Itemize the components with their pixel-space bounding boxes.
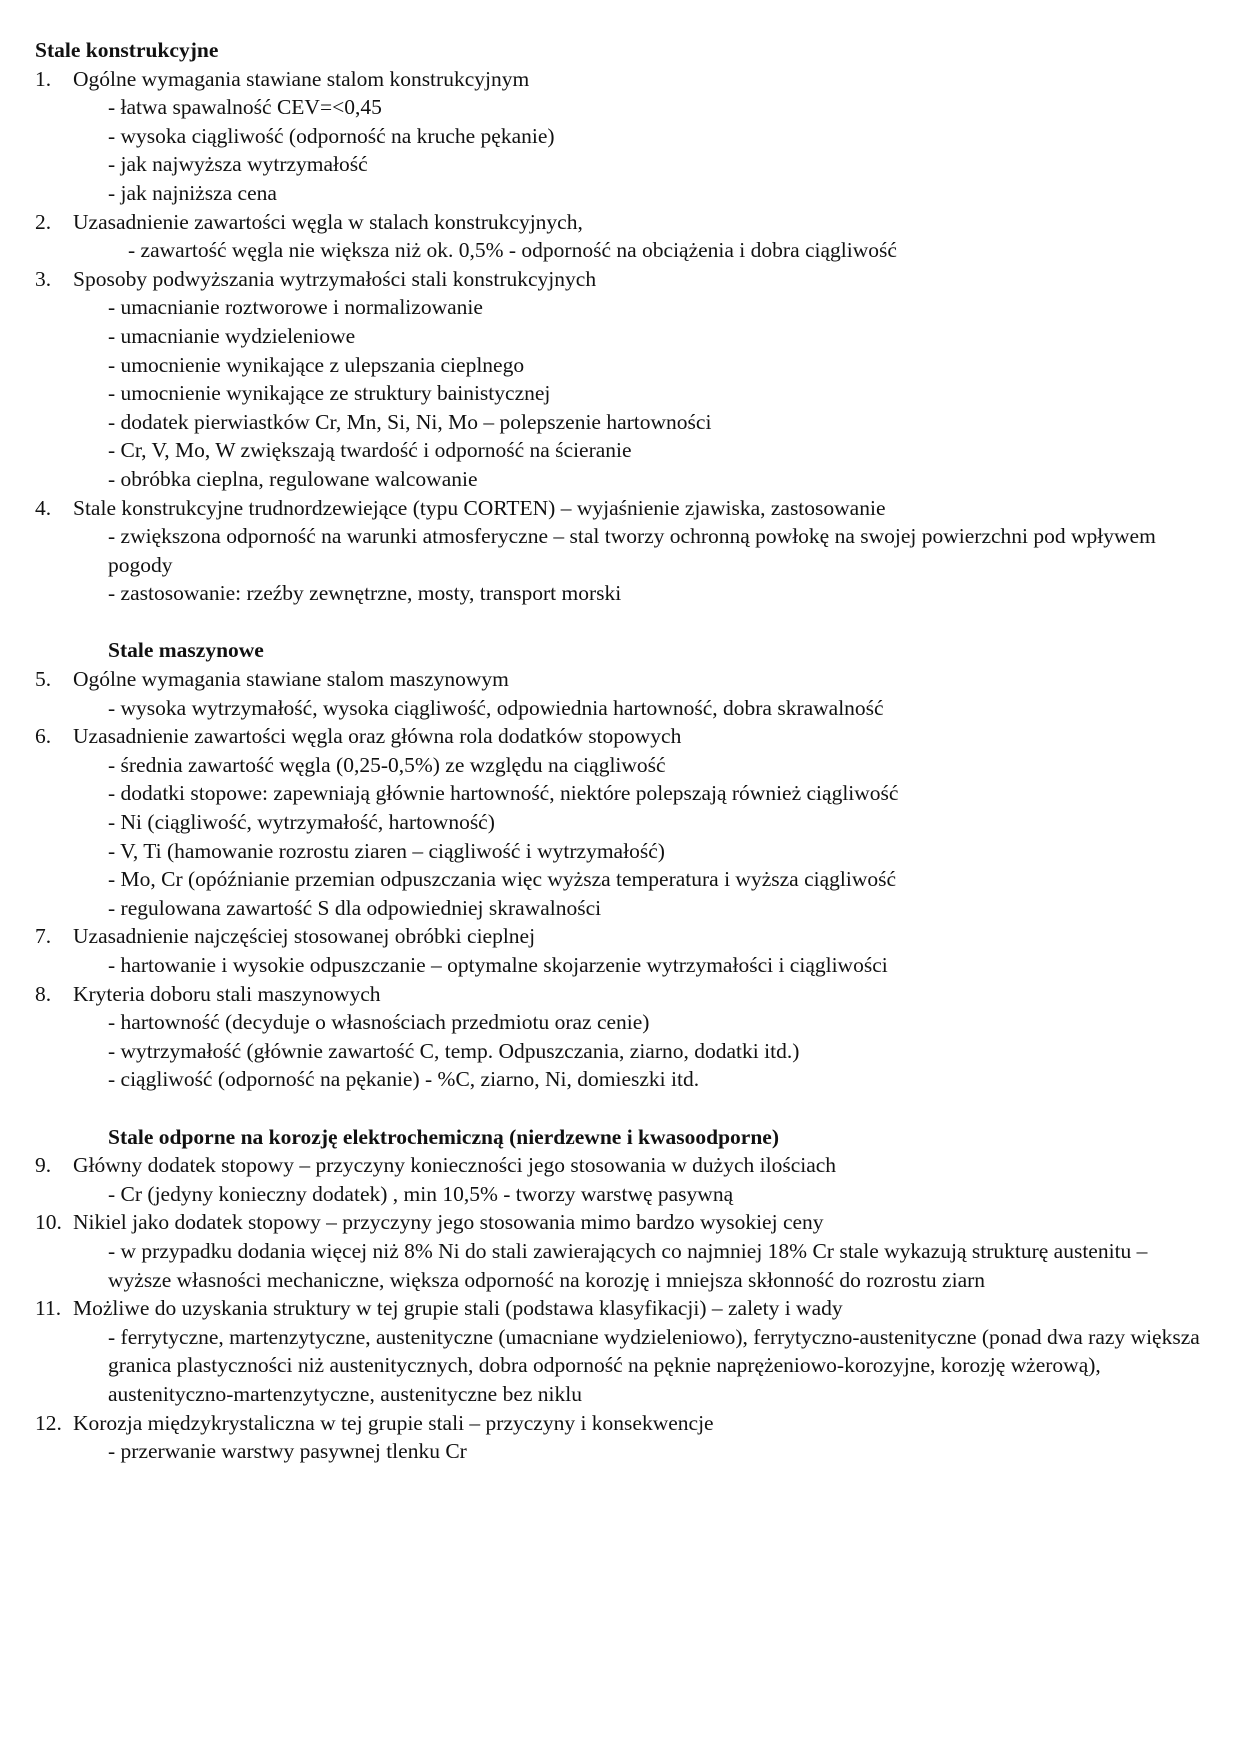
item-number: 10. [35,1210,62,1235]
sub-point: - zawartość węgla nie większa niż ok. 0,5% - odporność na obciążenia i dobra ciągliwość [128,238,897,263]
item-text: Sposoby podwyższania wytrzymałości stali konstrukcyjnych [73,266,597,291]
item-number: 9. [35,1153,52,1178]
sub-point: - dodatek pierwiastków Cr, Mn, Si, Ni, Mo – polepszenie hartowności [108,409,712,434]
sub-point: - wytrzymałość (głównie zawartość C, temp. Odpuszczania, ziarno, dodatki itd.) [108,1038,800,1063]
list-item [35,665,1215,694]
item-number: 6. [35,724,52,749]
sub-point: - hartowność (decyduje o własnościach przedmiotu oraz cenie) [108,1010,650,1035]
sub-point: - Cr, V, Mo, W zwiększają twardość i odporność na ścieranie [108,438,632,463]
sub-point: - regulowana zawartość S dla odpowiedniej skrawalności [108,895,602,920]
list-item [35,1294,1215,1323]
list-item [35,65,1215,94]
sub-point: - w przypadku dodania więcej niż 8% Ni do stali zawierających co najmniej 18% Cr stale wykazują strukturę austenitu – wyższe własności mechaniczne, większa odporność na korozję i mniejsza skłonność do rozrostu ziarn [108,1238,1148,1292]
sub-point: - przerwanie warstwy pasywnej tlenku Cr [108,1439,467,1464]
item-number: 7. [35,924,52,949]
sub-point: - V, Ti (hamowanie rozrostu ziaren – ciągliwość i wytrzymałość) [108,838,665,863]
sub-point: - łatwa spawalność CEV=<0,45 [108,95,382,120]
sub-point: - obróbka cieplna, regulowane walcowanie [108,466,478,491]
sub-point: - Mo, Cr (opóźnianie przemian odpuszczania więc wyższa temperatura i wyższa ciągliwość [108,867,897,892]
section-heading: Stale maszynowe [108,638,264,663]
section-spacer [35,608,1215,637]
sub-point: - ciągliwość (odporność na pękanie) - %C, ziarno, Ni, domieszki itd. [108,1067,700,1092]
item-text: Kryteria doboru stali maszynowych [73,981,381,1006]
list-item [35,208,1215,237]
list-item [35,922,1215,951]
list-item [35,494,1215,523]
item-number: 2. [35,209,52,234]
sub-point: - Ni (ciągliwość, wytrzymałość, hartowność) [108,810,495,835]
item-number: 12. [35,1410,62,1435]
sub-point: - umacnianie wydzieleniowe [108,323,356,348]
item-text: Możliwe do uzyskania struktury w tej grupie stali (podstawa klasyfikacji) – zalety i wady [73,1296,843,1321]
list-item [35,1151,1215,1180]
sub-point: - wysoka wytrzymałość, wysoka ciągliwość, odpowiednia hartowność, dobra skrawalność [108,695,884,720]
sub-point: - umocnienie wynikające z ulepszania cieplnego [108,352,525,377]
sub-point: - jak najniższa cena [108,180,277,205]
document-page [35,36,1215,1466]
section-heading: Stale odporne na korozję elektrochemiczną (nierdzewne i kwasoodporne) [108,1124,780,1149]
item-text: Korozja międzykrystaliczna w tej grupie stali – przyczyny i konsekwencje [73,1410,714,1435]
sub-point: - Cr (jedyny konieczny dodatek) , min 10,5% - tworzy warstwę pasywną [108,1181,734,1206]
sub-point: - zwiększona odporność na warunki atmosferyczne – stal tworzy ochronną powłokę na swojej powierzchni pod wpływem pogody [108,524,1156,577]
item-number: 5. [35,667,52,692]
item-text: Uzasadnienie najczęściej stosowanej obróbki cieplnej [73,924,536,949]
item-number: 1. [35,66,52,91]
item-text: Uzasadnienie zawartości węgla w stalach konstrukcyjnych, [73,209,583,234]
sub-point: - umocnienie wynikające ze struktury bainistycznej [108,381,551,406]
sub-point: - hartowanie i wysokie odpuszczanie – optymalne skojarzenie wytrzymałości i ciągliwości [108,953,888,977]
sub-point: - średnia zawartość węgla (0,25-0,5%) ze względu na ciągliwość [108,752,666,777]
list-item [35,722,1215,751]
item-number: 11. [35,1296,62,1321]
item-text: Nikiel jako dodatek stopowy – przyczyny jego stosowania mimo bardzo wysokiej ceny [73,1210,824,1235]
list-item [35,265,1215,294]
sub-point: - wysoka ciągliwość (odporność na kruche pękanie) [108,123,555,148]
item-text: Ogólne wymagania stawiane stalom maszynowym [73,667,509,692]
sub-point: - jak najwyższa wytrzymałość [108,152,368,177]
sub-point: - zastosowanie: rzeźby zewnętrzne, mosty, transport morski [108,581,622,606]
section-spacer [35,1094,1215,1123]
item-number: 8. [35,981,52,1006]
item-text: Stale konstrukcyjne trudnordzewiejące (typu CORTEN) – wyjaśnienie zjawiska, zastosowanie [73,495,886,520]
item-text: Główny dodatek stopowy – przyczyny konieczności jego stosowania w dużych ilościach [73,1153,837,1178]
item-text: Ogólne wymagania stawiane stalom konstrukcyjnym [73,66,530,91]
list-item [35,980,1215,1009]
list-item [35,1208,1215,1237]
section-heading: Stale konstrukcyjne [35,38,219,62]
sub-point: - ferrytyczne, martenzytyczne, austenityczne (umacniane wydzieleniowo), ferrytyczno-austenityczne (ponad dwa razy większa granica plastyczności niż austenitycznych, dobra odporność na pęknie naprężeniowo-korozyjne, korozję wżerową), austenityczno-martenzytyczne, austenityczne bez niklu [108,1324,1200,1406]
item-number: 3. [35,266,52,291]
list-item [35,1409,1215,1438]
sub-point: - umacnianie roztworowe i normalizowanie [108,295,483,320]
item-number: 4. [35,495,52,520]
item-text: Uzasadnienie zawartości węgla oraz główna rola dodatków stopowych [73,724,682,749]
sub-point: - dodatki stopowe: zapewniają głównie hartowność, niektóre polepszają również ciągliwość [108,781,899,806]
